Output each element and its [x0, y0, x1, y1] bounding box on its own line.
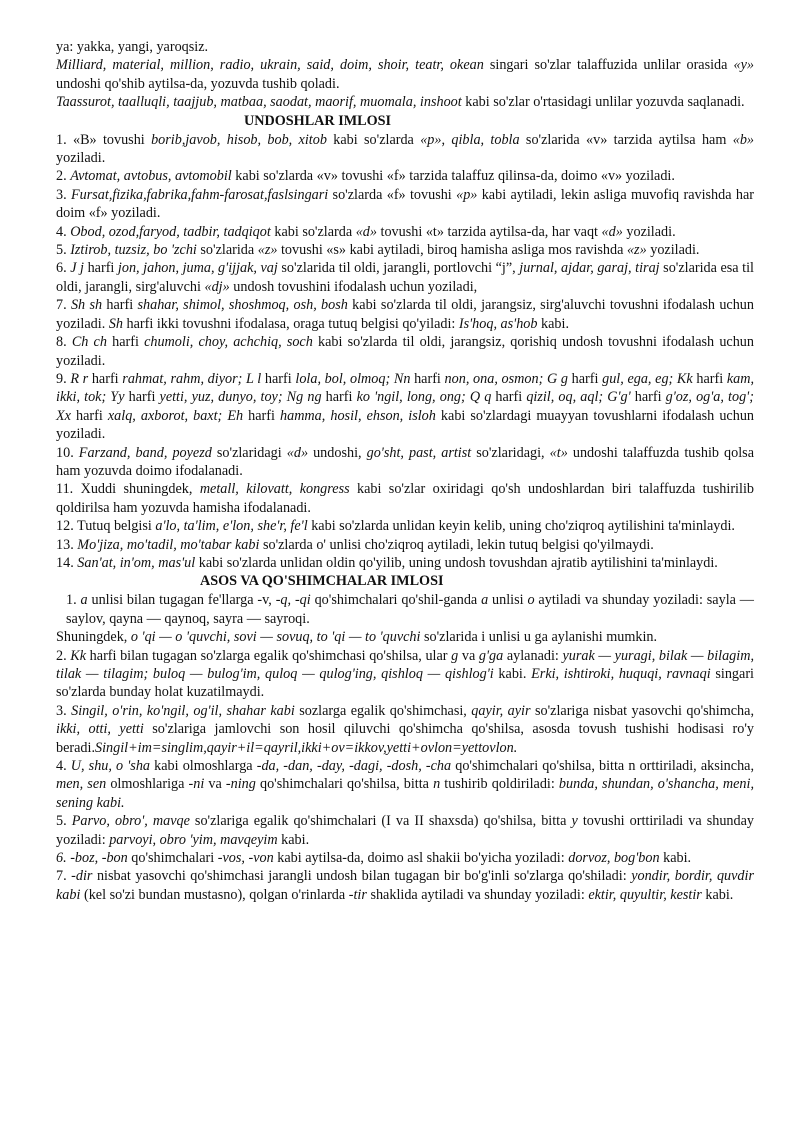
italic-text: Farzand, band, poyezd: [78, 444, 212, 461]
text-run: va: [458, 647, 479, 664]
italic-text: Taassurot, taalluqli, taajjub, matbaa, saodat, maorif, muomala, inshoot: [56, 94, 462, 111]
italic-text: a: [481, 592, 489, 609]
text-run: harfi: [106, 334, 145, 351]
text-run: so'zlarida «v» tarzida aytilsa ham: [519, 131, 733, 148]
text-run: kabi so'zlarda: [326, 131, 421, 148]
paragraph: [56, 241, 754, 259]
text-run: so'zlarda o' unlisi cho'ziqroq aytiladi, lekin tutuq belgisi qo'yilmaydi.: [259, 536, 654, 553]
text-run: kabi so'zlarda til oldi, jarangsiz, qorishiq undosh tovushni ifodalash uchun yoziladi.: [56, 334, 754, 369]
paragraph: [56, 812, 754, 849]
italic-text: lola, bol, olmoq; Nn: [295, 370, 411, 387]
text-run: 1. «B» tovushi: [56, 131, 152, 148]
text-run: harfi: [102, 297, 138, 314]
text-run: 3.: [56, 186, 71, 203]
italic-text: «z»: [626, 242, 647, 259]
paragraph: [56, 167, 754, 185]
text-run: harfi: [243, 407, 280, 424]
text-run: harfi: [491, 389, 527, 406]
italic-text: yetti, yuz, dunyo, toy; Ng ng: [159, 389, 322, 406]
text-run: kabi aytiladi, lekin asliga muvofiq ravishda har doim «f» yoziladi.: [56, 186, 754, 222]
text-run: aylanadi:: [503, 647, 563, 664]
text-run: so'zlarida esa til oldi, jarangli, sirg'aluvchi: [56, 260, 754, 295]
text-run: kabi.: [537, 315, 570, 332]
text-run: undoshi talaffuzda tushib qolsa ham yozuvda doimo ifodalanadi.: [56, 444, 755, 479]
paragraph: [56, 333, 754, 370]
paragraph: [56, 480, 754, 517]
text-run: ,: [441, 131, 452, 148]
text-run: 12. Tutuq belgisi: [56, 518, 156, 535]
text-run: yoziladi.: [56, 150, 106, 167]
text-run: aytiladi va shunday yoziladi: sayla — saylov, qayna — qaynoq, sayra — sayroqi.: [66, 592, 754, 627]
paragraph: [56, 296, 754, 333]
italic-text: qibla, tobla: [451, 131, 520, 148]
italic-text: ikki, otti, yetti: [56, 721, 144, 738]
italic-text: yondir, bordir, quvdir kabi: [56, 868, 754, 903]
text-run: harfi: [630, 389, 666, 406]
paragraph: [56, 56, 754, 93]
text-run: 7.: [56, 297, 71, 314]
italic-text: R r: [70, 370, 89, 387]
italic-text: metall, kilovatt, kongress: [199, 481, 350, 498]
text-run: 8.: [56, 334, 72, 351]
italic-text: gul, ega, eg; Kk: [602, 370, 693, 387]
paragraph: [56, 517, 754, 535]
italic-text: Sh: [108, 315, 123, 332]
text-run: ya: yakka, yangi, yaroqsiz.: [56, 39, 209, 55]
italic-text: xalq, axborot, baxt; Eh: [107, 407, 244, 424]
italic-text: yurak — yuragi, bilak — bilagim, tilak — tilagim; buloq — bulog'im, quloq — qulog'ing, qishloq — qishlog'i: [56, 647, 755, 682]
italic-text: n: [433, 776, 441, 793]
italic-text: hamma, hosil, ehson, isloh: [280, 407, 436, 424]
text-run: kabi so'zlar o'rtasidagi unlilar yozuvda saqlanadi.: [461, 94, 745, 111]
text-run: kabi aytilsa-da, doimo asl shakii bo'yicha yoziladi:: [273, 850, 569, 867]
text-run: 3.: [56, 702, 72, 719]
italic-text: J j: [70, 260, 85, 277]
text-run: Shuningdek,: [56, 629, 131, 646]
italic-text: o 'qi — o 'quvchi, sovi — sovuq, to 'qi — to 'quvchi: [130, 629, 421, 646]
italic-text: Erki, ishtiroki, huquqi, ravnaqi: [531, 666, 711, 682]
italic-text: chumoli, choy, achchiq, soch: [144, 334, 313, 351]
italic-text: y: [571, 813, 578, 830]
italic-text: a'lo, ta'lim, e'lon, she'r, fe'l: [155, 518, 308, 535]
text-run: 2.: [56, 647, 71, 664]
italic-text: «p»: [420, 131, 442, 148]
italic-text: Ch ch: [71, 334, 107, 351]
paragraph: [56, 38, 754, 56]
text-run: kabi so'zlarda «v» tovushi «f» tarzida talaffuz qilinsa-da, doimo «v» yoziladi.: [231, 168, 675, 185]
paragraph: [56, 131, 754, 168]
paragraph: [56, 223, 754, 241]
italic-text: «y»: [733, 57, 754, 74]
text-run: kabi.: [659, 850, 692, 867]
paragraph: [56, 849, 754, 867]
text-run: (kel so'zi bundan mustasno), qolgan o'rinlarda: [80, 886, 349, 903]
italic-text: «dj»: [204, 278, 230, 295]
italic-text: g'ga: [478, 647, 504, 664]
text-run: kabi so'zlarda unlidan keyin kelib, uning cho'ziqroq aytilishini ta'minlaydi.: [307, 518, 735, 535]
text-run: kabi so'zlarda unlidan oldin qo'yilib, uning undosh tovushdan ajratib aytilishini ta'minlaydi.: [195, 554, 718, 571]
text-run: 9.: [56, 370, 71, 387]
italic-text: Iztirob, tuzsiz, bo 'zchi: [70, 242, 197, 259]
italic-text: jon, jahon, juma, g'ijjak, vaj: [117, 260, 278, 277]
italic-text: parvoyi, obro 'yim, mavqeyim: [109, 831, 278, 848]
italic-text: «d»: [601, 223, 623, 240]
text-run: 4.: [56, 758, 71, 775]
text-run: qo'shimchalari qo'shil-ganda: [310, 592, 482, 609]
text-run: so'zlarida: [196, 242, 258, 259]
text-run: so'zlariga nisbat yasovchi qo'shimcha,: [530, 702, 754, 719]
text-run: kabi so'zlar oxiridagi qo'sh undoshlardan biri talaffuzda tushirilib qoldirilsa ham yozuvda hamisha ifodalanadi.: [56, 481, 754, 516]
text-run: 5.: [56, 813, 72, 830]
text-run: 14.: [56, 554, 78, 571]
text-run: tovushi «s» kabi aytiladi, biroq hamisha asliga mos ravishda: [277, 242, 627, 259]
text-run: 5.: [56, 242, 71, 259]
italic-text: -ni: [188, 776, 205, 793]
text-run: so'zlarda «f» tovushi: [328, 186, 457, 203]
italic-text: jurnal, ajdar, garaj, tiraj: [519, 260, 660, 277]
text-run: so'zlariga jamlovchi son hosil qiluvchi qo'shimcha qo'shilsa, asosda tovush tushishi hodisasi ro'y beradi.: [56, 721, 754, 756]
italic-text: Singil+im=singlim,qayir+il=qayril,ikki+ov=ikkov,yetti+ovlon=yettovlon.: [95, 739, 518, 756]
text-run: UNDOSHLAR IMLOSI: [244, 112, 392, 129]
text-run: kabi so'zlarda: [270, 223, 356, 240]
italic-text: San'at, in'om, mas'ul: [77, 554, 196, 571]
text-run: harfi: [70, 407, 108, 424]
text-run: unlisi bilan tugagan fe'llarga -v,: [87, 592, 276, 609]
italic-text: U, shu, o 'sha: [70, 758, 151, 775]
italic-text: -vos, -von: [217, 850, 274, 867]
italic-text: Singil, o'rin, ko'ngil, og'il, shahar kabi: [71, 702, 295, 719]
text-run: kabi olmoshlarga: [150, 758, 257, 775]
section-heading: [56, 112, 754, 131]
text-run: olmoshlariga: [106, 776, 189, 793]
text-run: harfi ikki tovushni ifodalasa, oraga tutuq belgisi qo'yiladi:: [122, 315, 459, 332]
italic-text: «p»: [456, 186, 478, 203]
text-run: qo'shimchalari: [127, 850, 218, 867]
paragraph: [56, 628, 754, 646]
italic-text: Avtomat, avtobus, avtomobil: [70, 168, 232, 185]
text-run: kabi.: [493, 666, 532, 682]
italic-text: Milliard, material, million, radio, ukrain, said, doim, shoir, teatr, okean: [56, 57, 484, 74]
text-run: sozlarga egalik qo'shimchasi,: [294, 702, 472, 719]
text-run: harfi: [321, 389, 357, 406]
text-run: harfi: [124, 389, 160, 406]
text-run: yoziladi.: [646, 242, 700, 259]
text-run: harfi bilan tugagan so'zlarga egalik qo'shimchasi qo'shilsa, ular: [86, 647, 452, 664]
italic-text: non, ona, osmon; G g: [444, 370, 568, 387]
italic-text: -dir: [71, 868, 93, 885]
italic-text: Obod, ozod,faryod, tadbir, tadqiqot: [70, 223, 271, 240]
italic-text: «z»: [257, 242, 278, 259]
italic-text: ektir, quyultir, kestir: [588, 886, 702, 903]
text-run: harfi: [692, 370, 727, 387]
italic-text: shahar, shimol, shoshmoq, osh, bosh: [137, 297, 348, 314]
italic-text: men, sen: [56, 776, 107, 793]
text-run: nisbat yasovchi qo'shimchasi jarangli undosh bilan tugagan bir bo'g'inli so'zlarga qo'shiladi:: [92, 868, 632, 885]
text-run: yoziladi.: [622, 223, 676, 240]
paragraph: [56, 186, 754, 223]
paragraph: [56, 591, 754, 628]
paragraph: [56, 370, 754, 444]
italic-text: Parvo, obro', mavqe: [71, 813, 190, 830]
paragraph: [56, 554, 754, 572]
text-run: 13.: [56, 536, 78, 553]
text-run: 10.: [56, 444, 79, 461]
text-run: tovushi «t» tarzida aytilsa-da, har vaqt: [376, 223, 602, 240]
text-run: shaklida aytiladi va shunday yoziladi:: [366, 886, 589, 903]
text-run: 4.: [56, 223, 71, 240]
text-run: singari so'zlar talaffuzida unlilar orasida: [483, 57, 734, 74]
text-run: so'zlarida til oldi, jarangli, portlovchi “j”,: [277, 260, 520, 277]
text-run: so'zlaridagi,: [471, 444, 550, 461]
italic-text: o: [527, 592, 535, 609]
text-run: undoshi qo'shib aytilsa-da, yozuvda tushib qoladi.: [56, 75, 340, 92]
italic-text: -da, -dan, -day, -dagi, -dosh, -cha: [256, 758, 452, 775]
italic-text: -q, -qi: [275, 592, 311, 609]
text-run: qo'shimchalari qo'shilsa, bitta: [255, 776, 434, 793]
italic-text: 6. -boz, -bon: [56, 850, 128, 867]
text-run: singari so'zlarda bunday holat kuzatilmaydi.: [56, 666, 754, 701]
text-run: kabi.: [701, 886, 734, 903]
text-run: 2.: [56, 168, 71, 185]
italic-text: qayir, ayir: [471, 702, 531, 719]
paragraph: [56, 702, 754, 757]
italic-text: kam, ikki, tok; Yy: [56, 370, 754, 406]
paragraph: [56, 536, 754, 554]
italic-text: -tir: [348, 886, 367, 903]
text-run: harfi: [84, 260, 118, 277]
italic-text: -ning: [225, 776, 256, 793]
italic-text: ko 'ngil, long, ong; Q q: [356, 389, 492, 406]
italic-text: rahmat, rahm, diyor; L l: [122, 370, 262, 387]
text-run: kabi.: [277, 831, 310, 848]
italic-text: «b»: [732, 131, 754, 148]
text-run: kabi so'zlardagi muayyan tovushlarni ifodalash uchun yoziladi.: [56, 407, 755, 443]
paragraph: [56, 93, 754, 111]
text-run: 6.: [56, 260, 71, 277]
text-run: harfi: [410, 370, 445, 387]
italic-text: g'oz, og'a, tog'; Xx: [56, 389, 754, 424]
text-run: 7.: [56, 868, 72, 885]
text-run: ASOS VA QO'SHIMCHALAR IMLOSI: [200, 573, 444, 590]
italic-text: a: [80, 592, 88, 609]
italic-text: Kk: [70, 647, 87, 664]
italic-text: Is'hoq, as'hob: [458, 315, 538, 332]
text-run: undosh tovushini ifodalash uchun yoziladi,: [229, 278, 478, 295]
italic-text: Mo'jiza, mo'tadil, mo'tabar kabi: [77, 536, 260, 553]
italic-text: «d»: [355, 223, 377, 240]
text-run: tushirib qoldiriladi:: [440, 776, 559, 793]
text-run: harfi: [261, 370, 296, 387]
italic-text: g: [451, 647, 459, 664]
italic-text: «t»: [549, 444, 568, 461]
italic-text: borib,javob, hisob, bob, xitob: [151, 131, 327, 148]
text-run: 11. Xuddi shuningdek,: [56, 481, 200, 498]
text-run: so'zlarida i unlisi u ga aylanishi mumkin.: [420, 629, 658, 646]
section-heading: [56, 572, 754, 591]
paragraph: [56, 647, 754, 702]
text-run: tovushi orttiriladi va shunday yoziladi:: [56, 813, 755, 848]
text-run: qo'shimchalari qo'shilsa, bitta n orttiriladi, aksincha,: [451, 758, 755, 775]
text-run: so'zlariga egalik qo'shimchalari (I va II shaxsda) qo'shilsa, bitta: [189, 813, 572, 830]
text-run: harfi: [88, 370, 123, 387]
text-run: kabi so'zlarda til oldi, jarangsiz, sirg'aluvchi tovushni ifodalash uchun yoziladi.: [56, 297, 754, 332]
text-run: harfi: [567, 370, 603, 387]
text-run: so'zlaridagi: [211, 444, 287, 461]
italic-text: Sh sh: [70, 297, 103, 314]
italic-text: Fursat,fizika,fabrika,fahm-farosat,faslsingari: [70, 186, 329, 203]
italic-text: go'sht, past, artist: [366, 444, 472, 461]
text-run: va: [204, 776, 226, 793]
italic-text: «d»: [286, 444, 309, 461]
paragraph: [56, 867, 754, 904]
paragraph: [56, 757, 754, 812]
italic-text: dorvoz, bog'bon: [568, 850, 660, 867]
paragraph: [56, 444, 754, 481]
text-run: undoshi,: [308, 444, 367, 461]
italic-text: bunda, shundan, o'shancha, meni, sening kabi.: [56, 776, 754, 811]
text-run: unlisi: [488, 592, 528, 609]
italic-text: qizil, oq, aql; G'g': [526, 389, 631, 406]
paragraph: [56, 259, 754, 296]
text-run: 1.: [66, 592, 81, 609]
